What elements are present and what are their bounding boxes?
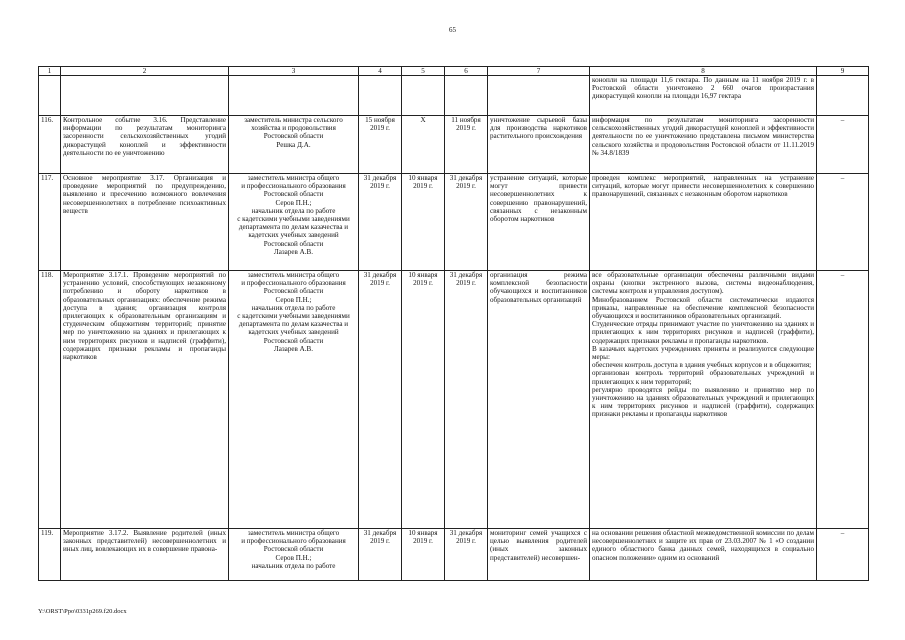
actual-date: 31 декабря 2019 г. [445,271,488,529]
row-number: 118. [39,271,61,529]
start-date: 10 января 2019 г. [402,271,445,529]
table-row [39,271,869,529]
column-number: 6 [445,67,488,76]
table-row [39,529,869,581]
measure-name: Мероприятие 3.17.1. Проведение мероприятий по устранению условий, способствующих незаконному потреблению и обороту наркотиков в образовательных организациях: обеспечение режима доступа в здания; организация контроля прилегающих к образовательным организациям и студенческим общежитиям территорий; принятие мер по уничтожению на зданиях и прилегающих к ним территориях рисунков и надписей (граффити), содержащих признаки рекламы и пропаганды наркотиков [61,271,229,529]
note: – [817,174,869,271]
column-number: 3 [229,67,359,76]
measure-name: Контрольное событие 3.16. Представление информации по результатам мониторинга засоренности сельскохозяйственных угодий дикорастущей коноплей и эффективности деятельности по ее уничтожению [61,116,229,174]
column-number: 5 [402,67,445,76]
actual-result: информация по результатам мониторинга засоренности сельскохозяйственных угодий дикорастущей коноплей и эффективности деятельности по ее уничтожению представлена письмом министерства сельского хозяйства и продовольствия Ростовской области от 11.11.2019 № 34.8/1839 [590,116,817,174]
start-date: 10 января 2019 г. [402,529,445,581]
column-number: 7 [488,67,590,76]
table-row [39,174,869,271]
planned-date: 15 ноября 2019 г. [359,116,402,174]
actual-date: 31 декабря 2019 г. [445,529,488,581]
actual-date: 11 ноября 2019 г. [445,116,488,174]
note: – [817,529,869,581]
column-number: 8 [590,67,817,76]
row-number: 117. [39,174,61,271]
column-number-row [39,67,869,76]
planned-date: 31 декабря 2019 г. [359,174,402,271]
file-path-footer: Y:\ORST\Ppo\0331p269.f20.docx [38,608,127,615]
column-number: 9 [817,67,869,76]
planned-date: 31 декабря 2019 г. [359,529,402,581]
actual-result: проведен комплекс мероприятий, направленных на устранение ситуаций, которые могут привести несовершеннолетних к совершению правонарушений, связанных с незаконным оборотом наркотиков [590,174,817,271]
row-number: 116. [39,116,61,174]
expected-result: организация режима комплексной безопасности обучающихся и воспитанников образовательных организаций [488,271,590,529]
start-date: 10 января 2019 г. [402,174,445,271]
column-number: 1 [39,67,61,76]
note: – [817,271,869,529]
note: – [817,116,869,174]
actual-date: 31 декабря 2019 г. [445,174,488,271]
column-number: 4 [359,67,402,76]
expected-result: уничтожение сырьевой базы для производства наркотиков растительного происхождения [488,116,590,174]
executor: заместитель министра общего и профессионального образования Ростовской области Серов П.Н.; начальник отдела по работе с кадетскими учебными заведениями департамента по делам казачества и кадетских учебных заведений Ростовской области Лазарев А.В. [229,271,359,529]
actual-result: все образовательные организации обеспечены различными видами охраны (кнопки экстренного вызова, системы видеонаблюдения, системы контроля и управления доступом). Минобразованием Ростовской области систематически издаются приказы, направленные на обеспечение комплексной безопасности обучающихся и воспитанников образовательных организаций. Студенческие отряды принимают участие по уничтожению на зданиях и прилегающих к ним территориях рисунков и надписей (граффити), содержащих признаки рекламы и пропаганды наркотиков. В казачьих кадетских учреждениях приняты и реализуются следующие меры: обеспечен контроль доступа в здания учебных корпусов и в общежития; организован контроль территорий образовательных учреждений и прилегающих к ним территорий; регулярно проводятся рейды по выявлению и принятию мер по уничтожению на зданиях образовательных учреждений и прилегающих к ним территориях рисунков и надписей (граффити), содержащих признаки рекламы и пропаганды наркотиков [590,271,817,529]
actual-result: на основании решения областной межведомственной комиссии по делам несовершеннолетних и защите их прав от 23.03.2007 № 1 «О создании единого областного банка данных семей, находящихся в социально опасном положении» одним из оснований [590,529,817,581]
page-number: 65 [449,26,456,34]
measure-name: Основное мероприятие 3.17. Организация и проведение мероприятий по предупреждению, выявлению и пресечению возможного вовлечения несовершеннолетних в потребление психоактивных веществ [61,174,229,271]
start-date: Х [402,116,445,174]
continuation-row [39,76,869,116]
report-table [38,66,869,581]
table-row [39,116,869,174]
measure-name: Мероприятие 3.17.2. Выявление родителей (иных законных представителей) несовершеннолетних и иных лиц, вовлекающих их в совершение правона- [61,529,229,581]
planned-date: 31 декабря 2019 г. [359,271,402,529]
executor: заместитель министра общего и профессионального образования Ростовской области Серов П.Н.; начальник отдела по работе с кадетскими учебными заведениями департамента по делам казачества и кадетских учебных заведений Ростовской области Лазарев А.В. [229,174,359,271]
result-text: конопли на площади 11,6 гектара. По данным на 11 ноября 2019 г. в Ростовской области уничтожено 2 660 очагов произрастания дикорастущей конопли на площади 16,97 гектара [590,76,817,116]
executor: заместитель министра общего и профессионального образования Ростовской области Серов П.Н.; начальник отдела по работе [229,529,359,581]
expected-result: мониторинг семей учащихся с целью выявления родителей (иных законных представителей) несовершен- [488,529,590,581]
executor: заместитель министра сельского хозяйства и продовольствия Ростовской области Решка Д.А. [229,116,359,174]
row-number: 119. [39,529,61,581]
expected-result: устранение ситуаций, которые могут привести несовершеннолетних к совершению правонарушений, связанных с незаконным оборотом наркотиков [488,174,590,271]
column-number: 2 [61,67,229,76]
